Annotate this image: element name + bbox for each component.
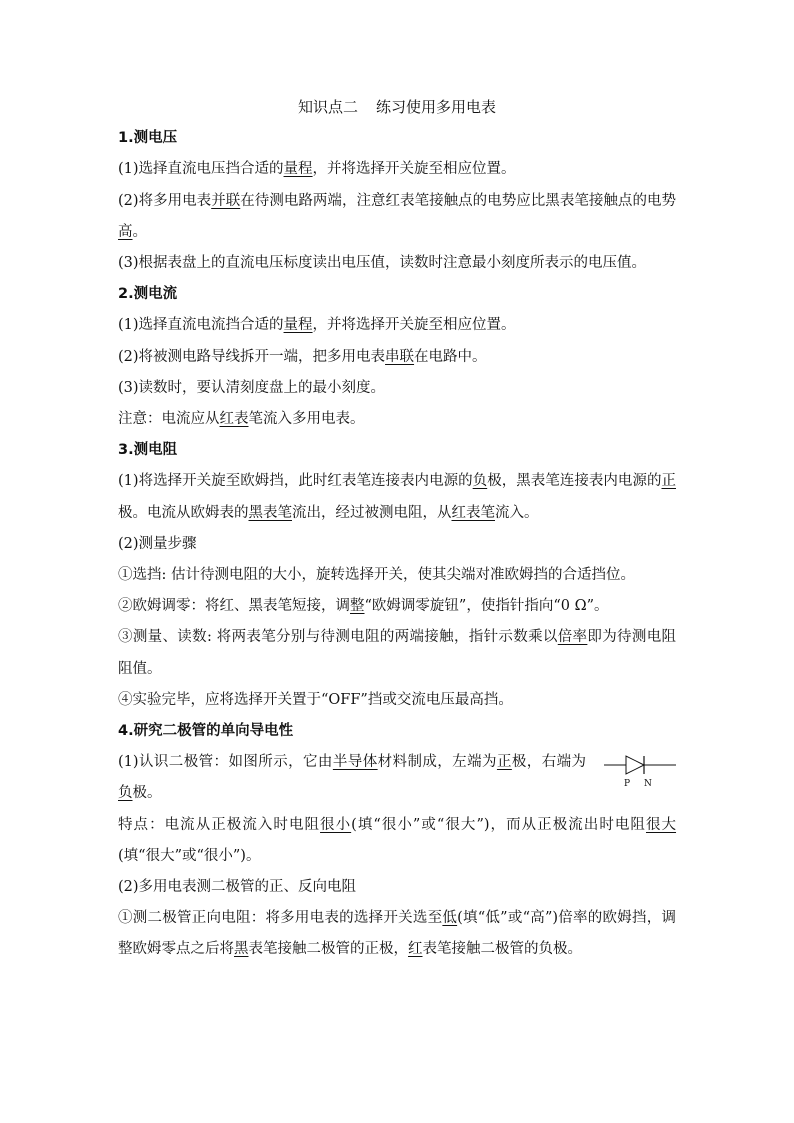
diode-intro-row bbox=[118, 747, 676, 809]
current-step-3: (3)读数时，要认清刻度盘上的最小刻度。 bbox=[118, 379, 386, 396]
diode-label-p: P bbox=[624, 779, 631, 790]
voltage-step-2: (2)将多用电表并联在待测电路两端，注意红表笔接触点的电势应比黑表笔接触点的电势高。 bbox=[118, 192, 677, 240]
measure-step-finish: ④实验完毕，应将选择开关置于“OFF”挡或交流电压最高挡。 bbox=[118, 691, 513, 708]
section-heading-diode: 4.研究二极管的单向导电性 bbox=[118, 723, 294, 740]
current-note: 注意：电流应从红表笔流入多用电表。 bbox=[118, 411, 365, 428]
diode-symbol-icon bbox=[604, 753, 676, 789]
current-step-1: (1)选择直流电流挡合适的量程，并将选择开关旋至相应位置。 bbox=[118, 317, 516, 334]
current-step-2: (2)将被测电路导线拆开一端，把多用电表串联在电路中。 bbox=[118, 348, 487, 365]
document-page bbox=[118, 92, 676, 966]
measure-step-select: ①选挡: 估计待测电阻的大小，旋转选择开关，使其尖端对准欧姆挡的合适挡位。 bbox=[118, 567, 635, 584]
voltage-step-3: (3)根据表盘上的直流电压标度读出电压值，读数时注意最小刻度所表示的电压值。 bbox=[118, 255, 647, 272]
diode-step-1: (1)认识二极管：如图所示，它由半导体材料制成，左端为正极，右端为负极。 bbox=[118, 754, 587, 802]
diode-label-n: N bbox=[644, 779, 652, 790]
measure-step-zero: ②欧姆调零：将红、黑表笔短接，调整“欧姆调零旋钮”，使指针指向“0 Ω”。 bbox=[118, 598, 609, 615]
diode-step-2: (2)多用电表测二极管的正、反向电阻 bbox=[118, 879, 357, 896]
measure-step-read: ③测量、读数: 将两表笔分别与待测电阻的两端接触，指针示数乘以倍率即为待测电阻阻值。 bbox=[118, 629, 677, 677]
section-heading-resistance: 3.测电阻 bbox=[118, 442, 178, 459]
page-title bbox=[118, 92, 676, 123]
diode-forward-resistance: ①测二极管正向电阻：将多用电表的选择开关选至低(填“低”或“高”)倍率的欧姆挡，调整欧姆零点之后将黑表笔接触二极管的正极，红表笔接触二极管的负极。 bbox=[118, 910, 676, 958]
section-heading-voltage: 1.测电压 bbox=[118, 130, 178, 147]
voltage-step-1: (1)选择直流电压挡合适的量程，并将选择开关旋至相应位置。 bbox=[118, 161, 516, 178]
resistance-step-2: (2)测量步骤 bbox=[118, 535, 197, 552]
resistance-step-1: (1)将选择开关旋至欧姆挡，此时红表笔连接表内电源的负极，黑表笔连接表内电源的正极。电流从欧姆表的黑表笔流出，经过被测电阻，从红表笔流入。 bbox=[118, 473, 676, 521]
section-heading-current: 2.测电流 bbox=[118, 286, 178, 303]
title-part-2: 练习使用多用电表 bbox=[376, 98, 497, 116]
title-part-1: 知识点二 bbox=[297, 98, 358, 116]
diode-feature: 特点：电流从正极流入时电阻很小(填“很小”或“很大”)，而从正极流出时电阻很大(填“很大”或“很小”)。 bbox=[118, 816, 677, 864]
